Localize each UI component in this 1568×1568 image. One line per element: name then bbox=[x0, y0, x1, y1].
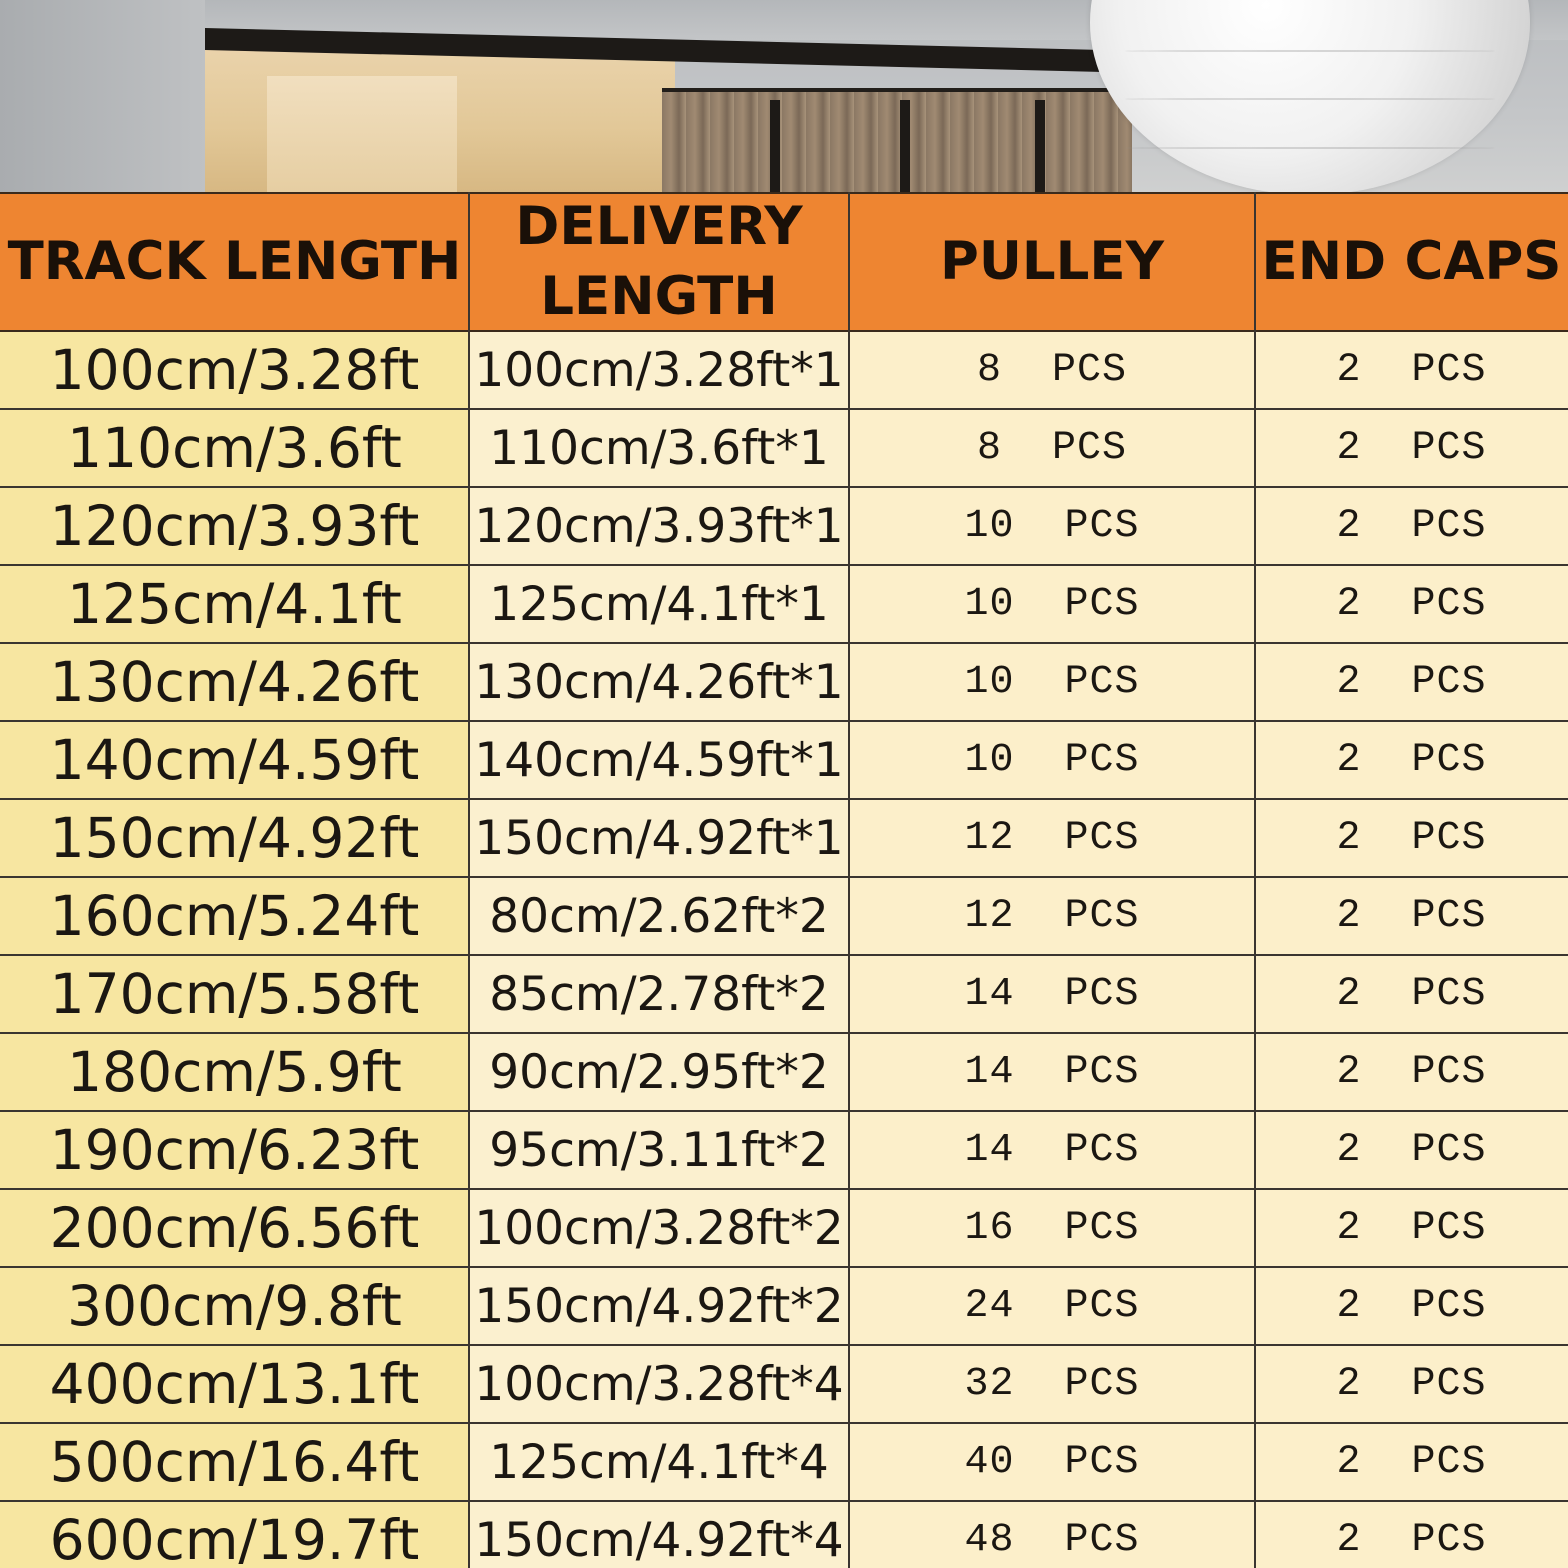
end-caps-cell-text: 2 PCS bbox=[1336, 347, 1487, 393]
size-table bbox=[0, 192, 1568, 1568]
track-length-cell bbox=[0, 410, 469, 486]
track-length-cell bbox=[0, 488, 469, 564]
end-caps-cell bbox=[1255, 488, 1568, 564]
table-row bbox=[0, 1034, 1568, 1112]
delivery-length-cell bbox=[469, 332, 849, 408]
end-caps-cell bbox=[1255, 332, 1568, 408]
delivery-length-cell bbox=[469, 1502, 849, 1568]
track-length-cell-text: 100cm/3.28ft bbox=[49, 338, 420, 402]
track-length-cell bbox=[0, 956, 469, 1032]
pulley-cell bbox=[849, 1034, 1255, 1110]
track-length-cell bbox=[0, 722, 469, 798]
pulley-cell bbox=[849, 956, 1255, 1032]
end-caps-cell-text: 2 PCS bbox=[1336, 1517, 1487, 1563]
pulley-cell bbox=[849, 644, 1255, 720]
track-length-cell bbox=[0, 1112, 469, 1188]
pulley-cell bbox=[849, 1346, 1255, 1422]
end-caps-cell bbox=[1255, 722, 1568, 798]
track-length-cell bbox=[0, 878, 469, 954]
track-length-cell bbox=[0, 566, 469, 642]
pulley-cell-text: 24 PCS bbox=[964, 1283, 1140, 1329]
column-divider bbox=[848, 192, 850, 1568]
pulley-cell-text: 14 PCS bbox=[964, 971, 1140, 1017]
track-length-cell-text: 600cm/19.7ft bbox=[49, 1508, 420, 1568]
track-length-cell bbox=[0, 332, 469, 408]
track-length-cell bbox=[0, 644, 469, 720]
header-track-length: TRACK LENGTH bbox=[7, 231, 462, 292]
end-caps-cell bbox=[1255, 1190, 1568, 1266]
track-length-cell-text: 400cm/13.1ft bbox=[49, 1352, 420, 1416]
pulley-cell bbox=[849, 722, 1255, 798]
table-row bbox=[0, 722, 1568, 800]
table-row bbox=[0, 1268, 1568, 1346]
delivery-length-cell bbox=[469, 1424, 849, 1500]
table-row bbox=[0, 1346, 1568, 1424]
delivery-length-cell bbox=[469, 878, 849, 954]
pulley-cell-text: 8 PCS bbox=[976, 425, 1128, 471]
track-length-cell bbox=[0, 1424, 469, 1500]
table-row bbox=[0, 878, 1568, 956]
table-row bbox=[0, 566, 1568, 644]
end-caps-cell-text: 2 PCS bbox=[1336, 1127, 1487, 1173]
end-caps-cell bbox=[1255, 878, 1568, 954]
track-length-cell bbox=[0, 1502, 469, 1568]
delivery-length-cell-text: 80cm/2.62ft*2 bbox=[489, 888, 829, 944]
delivery-length-cell-text: 100cm/3.28ft*1 bbox=[474, 342, 844, 398]
table-row bbox=[0, 644, 1568, 722]
delivery-length-cell-text: 150cm/4.92ft*2 bbox=[474, 1278, 844, 1334]
track-length-cell-text: 500cm/16.4ft bbox=[49, 1430, 420, 1494]
end-caps-cell-text: 2 PCS bbox=[1336, 1439, 1487, 1485]
room-photo bbox=[0, 0, 1568, 192]
pulley-cell bbox=[849, 488, 1255, 564]
table-row bbox=[0, 488, 1568, 566]
curtain bbox=[662, 92, 1132, 192]
track-length-cell-text: 190cm/6.23ft bbox=[49, 1118, 420, 1182]
table-row bbox=[0, 410, 1568, 488]
pulley-cell-text: 14 PCS bbox=[964, 1049, 1140, 1095]
pulley-cell bbox=[849, 566, 1255, 642]
pulley-cell bbox=[849, 1502, 1255, 1568]
delivery-length-cell-text: 150cm/4.92ft*1 bbox=[474, 810, 844, 866]
delivery-length-cell bbox=[469, 956, 849, 1032]
track-length-cell-text: 170cm/5.58ft bbox=[49, 962, 420, 1026]
track-length-cell-text: 150cm/4.92ft bbox=[49, 806, 420, 870]
pulley-cell bbox=[849, 800, 1255, 876]
delivery-length-cell-text: 130cm/4.26ft*1 bbox=[474, 654, 844, 710]
end-caps-cell-text: 2 PCS bbox=[1336, 503, 1487, 549]
end-caps-cell-text: 2 PCS bbox=[1336, 971, 1487, 1017]
end-caps-cell bbox=[1255, 956, 1568, 1032]
delivery-length-cell-text: 140cm/4.59ft*1 bbox=[474, 732, 844, 788]
pulley-cell bbox=[849, 332, 1255, 408]
pulley-cell-text: 12 PCS bbox=[964, 893, 1140, 939]
track-length-cell-text: 130cm/4.26ft bbox=[49, 650, 420, 714]
track-length-cell bbox=[0, 800, 469, 876]
delivery-length-cell-text: 125cm/4.1ft*1 bbox=[489, 576, 829, 632]
delivery-length-cell-text: 110cm/3.6ft*1 bbox=[489, 420, 829, 476]
table-row bbox=[0, 1112, 1568, 1190]
end-caps-cell bbox=[1255, 566, 1568, 642]
delivery-length-cell bbox=[469, 410, 849, 486]
column-divider bbox=[468, 192, 470, 1568]
delivery-length-cell bbox=[469, 566, 849, 642]
end-caps-cell bbox=[1255, 410, 1568, 486]
delivery-length-cell-text: 125cm/4.1ft*4 bbox=[489, 1434, 829, 1490]
track-length-cell-text: 200cm/6.56ft bbox=[49, 1196, 420, 1260]
header-delivery-length: DELIVERY LENGTH bbox=[515, 196, 803, 327]
end-caps-cell-text: 2 PCS bbox=[1336, 1049, 1487, 1095]
delivery-length-cell bbox=[469, 800, 849, 876]
track-length-cell-text: 140cm/4.59ft bbox=[49, 728, 420, 792]
track-length-cell bbox=[0, 1034, 469, 1110]
pulley-cell-text: 48 PCS bbox=[964, 1517, 1140, 1563]
track-length-cell bbox=[0, 1190, 469, 1266]
track-length-cell-text: 120cm/3.93ft bbox=[49, 494, 420, 558]
end-caps-cell bbox=[1255, 1034, 1568, 1110]
end-caps-cell-text: 2 PCS bbox=[1336, 737, 1487, 783]
end-caps-cell-text: 2 PCS bbox=[1336, 581, 1487, 627]
end-caps-cell-text: 2 PCS bbox=[1336, 893, 1487, 939]
header-pulley: PULLEY bbox=[939, 231, 1164, 292]
pulley-cell-text: 16 PCS bbox=[964, 1205, 1140, 1251]
pulley-cell-text: 8 PCS bbox=[976, 347, 1128, 393]
end-caps-cell bbox=[1255, 800, 1568, 876]
header-end-caps: END CAPS bbox=[1261, 231, 1562, 292]
end-caps-cell bbox=[1255, 1502, 1568, 1568]
table-row bbox=[0, 1424, 1568, 1502]
pulley-cell bbox=[849, 1112, 1255, 1188]
track-length-cell-text: 125cm/4.1ft bbox=[67, 572, 402, 636]
pulley-cell bbox=[849, 410, 1255, 486]
column-divider bbox=[1254, 192, 1256, 1568]
delivery-length-cell bbox=[469, 488, 849, 564]
delivery-length-cell bbox=[469, 1034, 849, 1110]
pulley-cell-text: 10 PCS bbox=[964, 581, 1140, 627]
pulley-cell bbox=[849, 1190, 1255, 1266]
end-caps-cell-text: 2 PCS bbox=[1336, 1205, 1487, 1251]
delivery-length-cell bbox=[469, 1190, 849, 1266]
pulley-cell-text: 40 PCS bbox=[964, 1439, 1140, 1485]
pulley-cell-text: 10 PCS bbox=[964, 737, 1140, 783]
end-caps-cell bbox=[1255, 1112, 1568, 1188]
pendant-lamp bbox=[1090, 0, 1530, 192]
end-caps-cell-text: 2 PCS bbox=[1336, 425, 1487, 471]
pulley-cell-text: 10 PCS bbox=[964, 659, 1140, 705]
end-caps-cell bbox=[1255, 1346, 1568, 1422]
track-length-cell-text: 160cm/5.24ft bbox=[49, 884, 420, 948]
delivery-length-cell bbox=[469, 722, 849, 798]
end-caps-cell-text: 2 PCS bbox=[1336, 815, 1487, 861]
end-caps-cell-text: 2 PCS bbox=[1336, 1361, 1487, 1407]
track-length-cell-text: 180cm/5.9ft bbox=[67, 1040, 402, 1104]
end-caps-cell-text: 2 PCS bbox=[1336, 659, 1487, 705]
end-caps-cell bbox=[1255, 1424, 1568, 1500]
delivery-length-cell-text: 100cm/3.28ft*4 bbox=[474, 1356, 844, 1412]
track-length-cell-text: 300cm/9.8ft bbox=[67, 1274, 402, 1338]
pulley-cell bbox=[849, 1268, 1255, 1344]
table-header bbox=[0, 192, 1568, 332]
table-row bbox=[0, 956, 1568, 1034]
pulley-cell-text: 14 PCS bbox=[964, 1127, 1140, 1173]
delivery-length-cell-text: 85cm/2.78ft*2 bbox=[489, 966, 829, 1022]
pulley-cell bbox=[849, 1424, 1255, 1500]
delivery-length-cell-text: 150cm/4.92ft*4 bbox=[474, 1512, 844, 1568]
table-row bbox=[0, 800, 1568, 878]
table-row bbox=[0, 1190, 1568, 1268]
delivery-length-cell-text: 100cm/3.28ft*2 bbox=[474, 1200, 844, 1256]
track-length-cell bbox=[0, 1346, 469, 1422]
pulley-cell bbox=[849, 878, 1255, 954]
end-caps-cell-text: 2 PCS bbox=[1336, 1283, 1487, 1329]
pulley-cell-text: 12 PCS bbox=[964, 815, 1140, 861]
track-length-cell bbox=[0, 1268, 469, 1344]
track-length-cell-text: 110cm/3.6ft bbox=[67, 416, 402, 480]
table-row bbox=[0, 1502, 1568, 1568]
delivery-length-cell-text: 95cm/3.11ft*2 bbox=[489, 1122, 829, 1178]
table-row bbox=[0, 332, 1568, 410]
end-caps-cell bbox=[1255, 1268, 1568, 1344]
delivery-length-cell bbox=[469, 1346, 849, 1422]
delivery-length-cell-text: 120cm/3.93ft*1 bbox=[474, 498, 844, 554]
end-caps-cell bbox=[1255, 644, 1568, 720]
delivery-length-cell bbox=[469, 1112, 849, 1188]
delivery-length-cell bbox=[469, 1268, 849, 1344]
delivery-length-cell bbox=[469, 644, 849, 720]
pulley-cell-text: 10 PCS bbox=[964, 503, 1140, 549]
pulley-cell-text: 32 PCS bbox=[964, 1361, 1140, 1407]
delivery-length-cell-text: 90cm/2.95ft*2 bbox=[489, 1044, 829, 1100]
